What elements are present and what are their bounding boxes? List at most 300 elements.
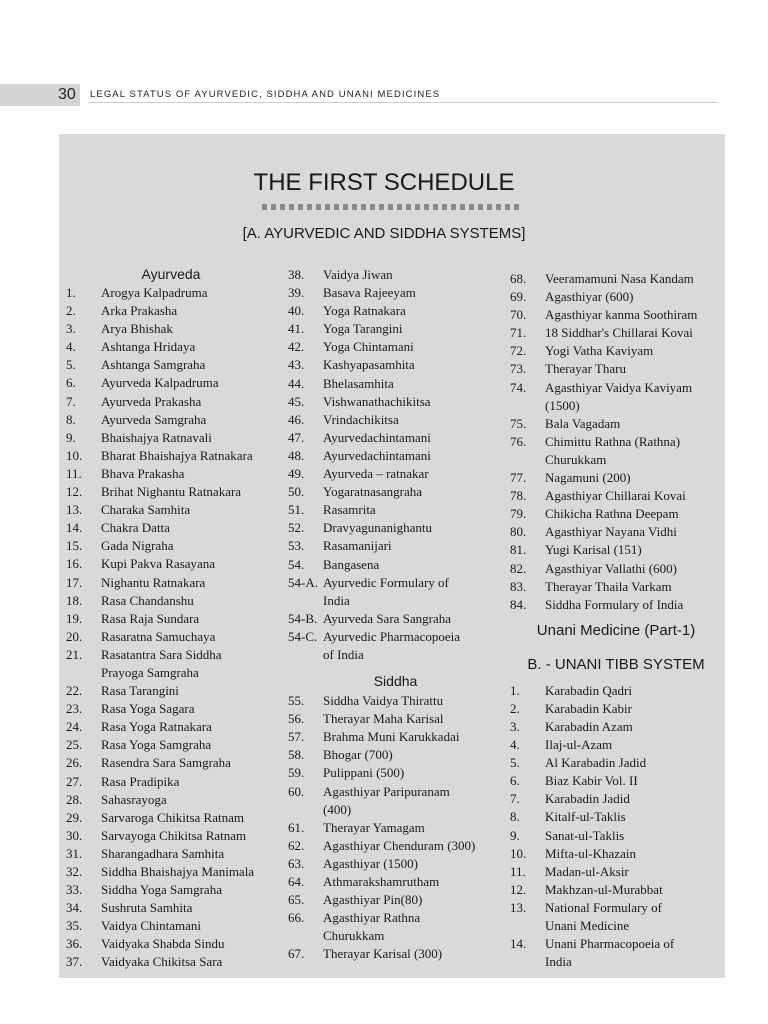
item-number: 77. [510,470,527,486]
item-title: Yogaratnasangraha [323,484,423,500]
item-number: 51. [288,502,305,518]
item-number: 54-A. [288,574,318,590]
item-title: Rasa Tarangini [101,683,179,699]
item-number: 7. [66,393,76,409]
item-title: Ayurveda Sara Sangraha [323,610,452,626]
list-item-continuation [510,917,722,935]
list-item [288,284,503,302]
list-item [288,628,503,646]
list-item [66,393,276,411]
list-item [288,819,503,837]
item-number: 60. [288,783,305,799]
list-item [66,447,276,465]
item-number: 16. [66,556,83,572]
item-title: Sarvaroga Chikitsa Ratnam [101,809,244,825]
item-title: Sahasrayoga [101,791,167,807]
item-title: Vishwanathachikitsa [323,393,431,409]
item-number: 50. [288,484,305,500]
list-item [510,881,722,899]
item-number: 65. [288,892,305,908]
item-title: Rasatantra Sara Siddha [101,646,222,662]
item-title: Yogi Vatha Kaviyam [545,343,654,359]
item-number: 44. [288,375,305,391]
item-title: Gada Nigraha [101,538,174,554]
list-item [510,700,722,718]
list-item [66,953,276,971]
list-item [66,845,276,863]
list-item-continuation [288,592,503,610]
item-title: Siddha Vaidya Thirattu [323,693,444,709]
item-number: 81. [510,542,527,558]
item-number: 23. [66,701,83,717]
list-item [66,791,276,809]
list-item [510,578,722,596]
list-item [66,592,276,610]
item-title: Dravyagunanighantu [323,520,433,536]
list-item [66,827,276,845]
list-item [510,487,722,505]
item-title: Agasthiyar kanma Soothiram [545,307,698,323]
item-number: 49. [288,466,305,482]
item-number: 67. [288,946,305,962]
list-item [510,790,722,808]
item-title: Vrindachikitsa [323,411,399,427]
item-number: 14. [510,936,527,952]
list-item [510,415,722,433]
list-item [288,501,503,519]
item-number: 27. [66,773,83,789]
page-title: THE FIRST SCHEDULE [253,169,515,196]
list-item [510,718,722,736]
list-item [66,284,276,302]
item-number: 71. [510,325,527,341]
item-number: 32. [66,864,83,879]
item-title: Chikicha Rathna Deepam [545,506,679,522]
list-item [66,863,276,881]
item-title: Yugi Karisal (151) [545,542,642,558]
item-number: 61. [288,819,305,835]
item-number: 13. [510,899,527,915]
item-title: Rasamanijari [323,538,392,554]
list-item [288,356,503,374]
list-item-continuation [288,801,503,819]
item-number: 6. [66,375,76,391]
item-number: 83. [510,578,527,594]
list-item-continuation [510,953,722,971]
item-title: 18 Siddhar's Chillarai Kovai [545,325,693,341]
item-title: Vaidya Jiwan [323,267,393,282]
list-item [510,324,722,342]
list-item [510,469,722,487]
item-number: 42. [288,339,305,355]
item-title: Unani Pharmacopoeia of [545,936,675,952]
item-title: Charaka Samhita [101,502,191,518]
list-item [510,288,722,306]
item-number: 80. [510,524,527,540]
item-title: Siddha Bhaishajya Manimala [101,864,255,879]
list-item [510,505,722,523]
item-title: Nighantu Ratnakara [101,574,206,590]
ayurveda-list [66,284,276,972]
list-item [510,306,722,324]
item-number: 48. [288,447,305,463]
item-title: Prayoga Samgraha [101,664,199,680]
item-title: Ayurvedachintamani [323,447,431,463]
item-number: 73. [510,361,527,377]
list-item [66,917,276,935]
item-title: Rasa Raja Sundara [101,610,200,626]
page-number: 30 [58,86,76,103]
item-number: 22. [66,683,83,699]
item-number: 25. [66,737,83,753]
item-title: Veeramamuni Nasa Kandam [545,271,694,286]
item-number: 4. [66,339,76,355]
item-title: Vaidyaka Shabda Sindu [101,936,225,952]
list-item [288,429,503,447]
list-item [66,881,276,899]
item-title: Ayurveda Prakasha [101,393,202,409]
item-number: 54-B. [288,610,318,626]
list-item [66,736,276,754]
item-title: Rasa Yoga Samgraha [101,737,212,753]
item-title: Athmarakshamrutham [323,874,440,889]
item-title: Ayurvedachintamani [323,429,431,445]
list-item [66,628,276,646]
item-title: National Formulary of [545,899,662,915]
item-title: Madan-ul-Aksir [545,863,629,879]
list-item [288,465,503,483]
item-title: Biaz Kabir Vol. II [545,773,638,789]
item-number: 9. [510,827,520,843]
item-title: Rasa Yoga Sagara [101,701,195,717]
item-number: 63. [288,855,305,871]
item-title: Kupi Pakva Rasayana [101,556,216,572]
item-number: 6. [510,773,520,789]
list-item [510,342,722,360]
list-item [288,302,503,320]
item-title: Ayurveda Samgraha [101,411,207,427]
item-number: 18. [66,592,83,608]
list-item [288,411,503,429]
item-number: 29. [66,809,83,825]
list-item [66,501,276,519]
item-number: 13. [66,502,83,518]
list-item [510,772,722,790]
item-number: 20. [66,628,83,644]
list-item [66,374,276,392]
item-number: 2. [510,700,520,716]
item-number: 36. [66,936,83,952]
list-item [288,574,503,592]
list-item [288,855,503,873]
list-item [510,827,722,845]
item-title: Ayurvedic Pharmacopoeia [323,628,461,644]
item-title: Agasthiyar Vaidya Kaviyam [545,379,693,395]
item-title: Karabadin Azam [545,718,633,734]
list-item [510,935,722,953]
list-item [288,447,503,465]
item-number: 14. [66,520,83,536]
item-title: Ayurveda Kalpadruma [101,375,219,391]
item-title: Ilaj-ul-Azam [545,737,613,753]
item-title: Rasa Chandanshu [101,592,194,608]
list-item [510,541,722,559]
item-number: 8. [510,809,520,825]
item-title: India [545,954,572,970]
list-item [288,610,503,628]
item-number: 3. [510,718,520,734]
item-title: Ayurvedic Formulary of [323,574,449,590]
item-number: 57. [288,729,305,745]
item-title: Yoga Chintamani [323,339,414,355]
running-title: LEGAL STATUS OF AYURVEDIC, SIDDHA AND UNANI MEDICINES [90,89,441,100]
item-number: 69. [510,289,527,305]
list-item [66,519,276,537]
list-item [66,429,276,447]
item-title: Arogya Kalpadruma [101,285,208,300]
column-ayurveda [66,265,276,972]
siddha-list [288,692,503,963]
item-number: 1. [66,285,76,300]
section-subtitle: [A. AYURVEDIC AND SIDDHA SYSTEMS] [242,225,526,242]
item-number: 54. [288,556,305,572]
item-title: Sushruta Samhita [101,900,193,916]
item-title: (400) [323,801,352,817]
list-item-continuation [288,646,503,664]
item-number: 33. [66,882,83,898]
list-item [288,338,503,356]
section-heading-ayurveda: Ayurveda [141,266,201,282]
item-number: 64. [288,874,305,889]
item-title: Bala Vagadam [545,415,621,431]
item-number: 1. [510,682,520,698]
item-title: Ashtanga Samgraha [101,357,206,373]
list-item [288,710,503,728]
item-number: 17. [66,574,83,590]
item-title: Bhelasamhita [323,375,394,391]
item-title: Therayar Tharu [545,361,626,377]
list-item [288,873,503,891]
item-number: 79. [510,506,527,522]
list-item [510,596,722,614]
list-item [510,523,722,541]
item-title: Sarvayoga Chikitsa Ratnam [101,827,247,843]
item-number: 54-C. [288,628,318,644]
item-title: Therayar Karisal (300) [323,946,443,962]
item-number: 12. [66,484,83,500]
item-title: Rasa Yoga Ratnakara [101,719,212,735]
list-item [510,863,722,881]
item-title: Ashtanga Hridaya [101,339,196,355]
item-title: Chakra Datta [101,520,170,536]
item-title: Rasa Pradipika [101,773,180,789]
item-number: 46. [288,411,305,427]
item-number: 74. [510,379,527,395]
item-title: Chimittu Rathna (Rathna) [545,433,681,449]
list-item [288,537,503,555]
item-title: Bharat Bhaishajya Ratnakara [101,447,253,463]
item-title: Karabadin Jadid [545,791,630,807]
item-title: Yoga Ratnakara [323,303,406,319]
item-number: 30. [66,827,83,843]
item-title: Bhaishajya Ratnavali [101,429,212,445]
item-number: 52. [288,520,305,536]
item-title: Unani Medicine [545,918,630,933]
list-item [288,483,503,501]
item-title: Karabadin Qadri [545,682,632,698]
column-siddha-unani [510,270,722,971]
list-item [66,773,276,791]
list-item [66,718,276,736]
item-number: 35. [66,918,83,934]
list-item [510,379,722,397]
item-title: Yoga Tarangini [323,321,403,337]
item-number: 78. [510,488,527,504]
item-number: 41. [288,321,305,337]
item-title: Brihat Nighantu Ratnakara [101,484,242,500]
item-number: 82. [510,560,527,576]
list-item [66,320,276,338]
item-title: (1500) [545,397,580,413]
list-item [66,411,276,429]
item-number: 31. [66,845,83,861]
item-title: Vaidya Chintamani [101,918,202,934]
item-title: Siddha Formulary of India [545,596,684,612]
list-item [288,764,503,782]
item-title: Therayar Thaila Varkam [545,578,672,594]
list-item [510,845,722,863]
item-number: 34. [66,900,83,916]
item-number: 8. [66,411,76,427]
item-number: 62. [288,837,305,853]
list-item-continuation [510,451,722,469]
item-number: 12. [510,881,527,897]
item-number: 7. [510,791,520,807]
item-title: Al Karabadin Jadid [545,755,647,771]
item-number: 59. [288,765,305,781]
list-item [288,945,503,963]
item-number: 39. [288,285,305,301]
item-title: Nagamuni (200) [545,470,631,486]
list-item [66,338,276,356]
item-number: 70. [510,307,527,323]
list-item [66,754,276,772]
list-item [510,360,722,378]
item-number: 11. [66,465,82,481]
item-title: Sharangadhara Samhita [101,845,225,861]
ayurveda-list-continued [288,266,503,664]
siddha-list-continued [510,270,722,614]
list-item [66,574,276,592]
item-title: Agasthiyar Chenduram (300) [323,837,476,853]
item-title: Agasthiyar (600) [545,289,634,305]
list-item [510,754,722,772]
item-number: 47. [288,429,305,445]
item-title: Churukkam [323,928,385,944]
item-number: 2. [66,303,76,319]
item-number: 21. [66,646,83,662]
list-item [288,393,503,411]
item-title: Arya Bhishak [101,321,173,337]
item-title: Churukkam [545,451,607,467]
item-title: Karabadin Kabir [545,700,632,716]
list-item [66,465,276,483]
list-item-continuation [66,664,276,682]
list-item [288,692,503,710]
item-title: Arka Prakasha [101,303,178,319]
item-number: 58. [288,747,305,763]
dotted-divider [262,204,522,210]
item-number: 75. [510,415,527,431]
item-number: 24. [66,719,83,735]
item-title: India [323,592,350,608]
item-title: Agasthiyar Vallathi (600) [545,560,677,576]
item-title: Therayar Maha Karisal [323,711,444,727]
item-title: Bhava Prakasha [101,465,185,481]
list-item [510,433,722,451]
list-item [288,783,503,801]
list-item [288,556,503,574]
item-number: 76. [510,433,527,449]
list-item [66,646,276,664]
list-item [288,728,503,746]
item-title: Ayurveda – ratnakar [323,466,429,482]
list-item [66,935,276,953]
item-title: Makhzan-ul-Murabbat [545,881,663,897]
item-number: 45. [288,393,305,409]
item-title: Agasthiyar Pin(80) [323,892,423,908]
item-title: Agasthiyar Nayana Vidhi [545,524,677,540]
item-title: Siddha Yoga Samgraha [101,882,222,898]
item-number: 37. [66,954,83,970]
item-number: 15. [66,538,83,554]
item-title: Agasthiyar Paripuranam [323,783,450,799]
list-item [66,555,276,573]
item-number: 11. [510,863,526,879]
item-title: Sanat-ul-Taklis [545,827,625,843]
list-item [66,899,276,917]
item-number: 10. [510,845,527,861]
item-number: 55. [288,693,305,709]
item-title: Brahma Muni Karukkadai [323,729,460,745]
list-item [288,746,503,764]
item-number: 56. [288,711,305,727]
list-item [66,356,276,374]
list-item [66,682,276,700]
header-rule [88,102,718,103]
list-item [288,519,503,537]
item-number: 5. [510,755,520,771]
list-item [288,909,503,927]
list-item [510,736,722,754]
list-item [66,610,276,628]
item-title: Rasendra Sara Samgraha [101,755,231,771]
item-title: Mifta-ul-Khazain [545,845,636,861]
item-number: 5. [66,357,76,373]
item-title: Agasthiyar Chillarai Kovai [545,488,686,504]
item-title: Agasthiyar Rathna [323,910,421,926]
section-heading-unani-tibb: B. - UNANI TIBB SYSTEM [527,655,705,673]
item-title: of India [323,646,364,662]
item-number: 28. [66,791,83,807]
list-item [510,560,722,578]
item-number: 38. [288,267,305,282]
item-number: 4. [510,737,520,753]
item-title: Kitalf-ul-Taklis [545,809,626,825]
item-number: 26. [66,755,83,771]
item-title: Basava Rajeeyam [323,285,416,301]
item-title: Vaidyaka Chikitsa Sara [101,954,223,970]
